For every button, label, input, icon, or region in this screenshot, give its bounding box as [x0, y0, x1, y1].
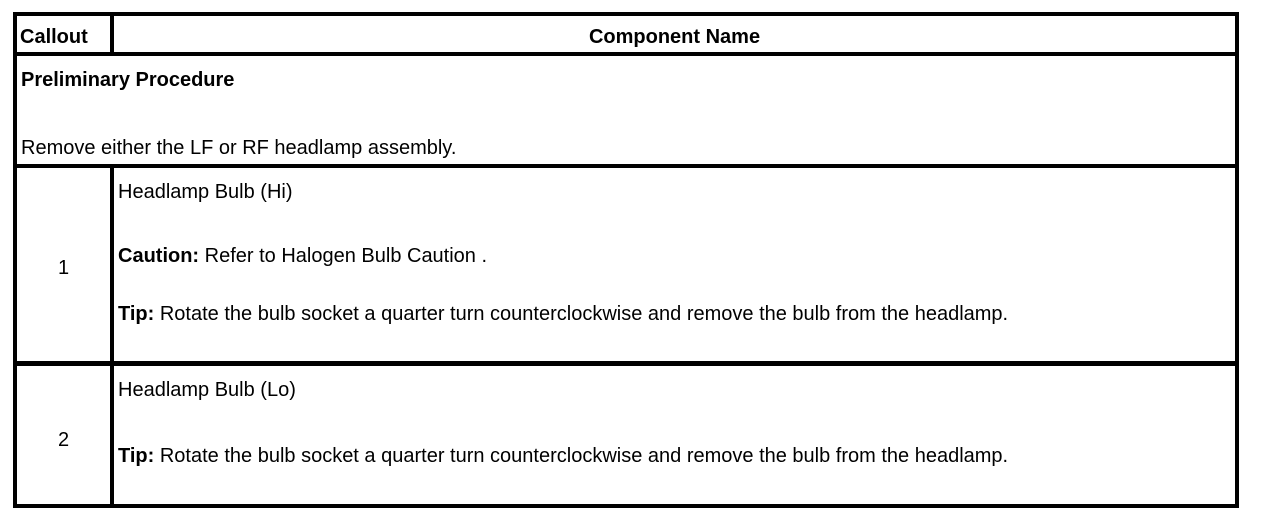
- caution-label: Caution:: [118, 245, 200, 267]
- table-row: [17, 168, 1235, 366]
- table-row: [17, 366, 1235, 504]
- tip-label: Tip:: [118, 303, 155, 325]
- table-header-row: [17, 16, 1235, 56]
- component-table: [13, 12, 1239, 508]
- callout-number: 2: [57, 429, 70, 451]
- callout-number: 1: [57, 257, 70, 279]
- component-name: Headlamp Bulb (Lo): [118, 379, 296, 401]
- preliminary-procedure-title: Preliminary Procedure: [21, 69, 235, 91]
- preliminary-procedure-text: Remove either the LF or RF headlamp assembly.: [21, 137, 457, 159]
- tip-text: Rotate the bulb socket a quarter turn counterclockwise and remove the bulb from the headlamp.: [154, 445, 1009, 467]
- tip-note: [118, 302, 1008, 326]
- callout-header: Callout: [20, 26, 88, 48]
- tip-label: Tip:: [118, 445, 155, 467]
- component-name: Headlamp Bulb (Hi): [118, 181, 293, 203]
- preliminary-procedure-row: [17, 56, 1235, 168]
- tip-note: [118, 444, 1008, 468]
- component-name-header: Component Name: [588, 26, 761, 48]
- caution-note: [118, 244, 487, 268]
- caution-text: Refer to Halogen Bulb Caution .: [199, 245, 488, 267]
- tip-text: Rotate the bulb socket a quarter turn counterclockwise and remove the bulb from the headlamp.: [154, 303, 1009, 325]
